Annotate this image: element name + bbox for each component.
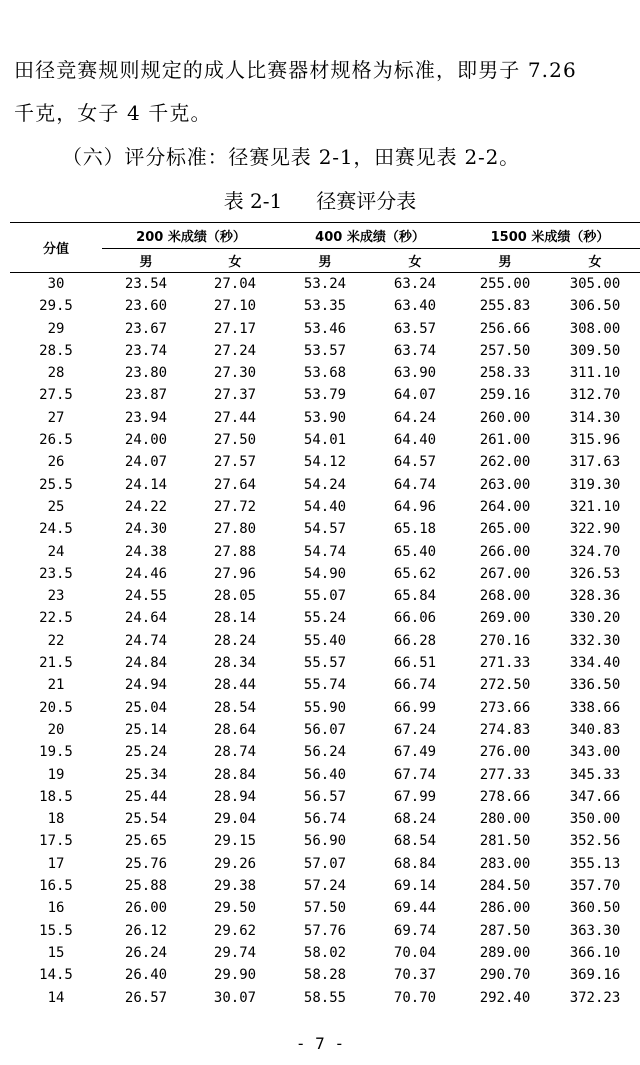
time-cell: 271.33 [479, 655, 531, 672]
table-row [10, 541, 640, 563]
time-cell: 312.70 [569, 387, 621, 404]
table-row [10, 474, 640, 496]
body-text-line-2: 千克，女子 4 千克。 [14, 101, 212, 125]
score-column-header: 分值 [10, 223, 102, 273]
score-cell: 22 [47, 632, 65, 649]
time-cell: 324.70 [569, 543, 621, 560]
table-row [10, 719, 640, 741]
table-row [10, 942, 640, 964]
time-cell: 257.50 [479, 342, 531, 359]
time-cell: 281.50 [479, 833, 531, 850]
time-cell: 24.07 [124, 454, 168, 471]
time-cell: 65.84 [393, 588, 437, 605]
time-cell: 54.90 [303, 565, 347, 582]
female-header: 女 [190, 249, 280, 273]
time-cell: 292.40 [479, 989, 531, 1006]
time-cell: 30.07 [213, 989, 257, 1006]
time-cell: 23.54 [124, 276, 168, 292]
score-cell: 16.5 [39, 878, 73, 895]
time-cell: 27.30 [213, 365, 257, 382]
score-cell: 26 [47, 454, 65, 471]
time-cell: 322.90 [569, 521, 621, 538]
table-row [10, 920, 640, 942]
time-cell: 54.01 [303, 432, 347, 449]
time-cell: 58.02 [303, 944, 347, 961]
time-cell: 352.56 [569, 833, 621, 850]
time-cell: 29.62 [213, 922, 257, 939]
table-row [10, 786, 640, 808]
time-cell: 64.96 [393, 498, 437, 515]
time-cell: 24.94 [124, 677, 168, 694]
table-caption-number: 表 2-1 [223, 189, 283, 213]
time-cell: 25.24 [124, 744, 168, 761]
time-cell: 55.90 [303, 699, 347, 716]
time-cell: 273.66 [479, 699, 531, 716]
time-cell: 23.94 [124, 409, 168, 426]
time-cell: 23.60 [124, 298, 168, 315]
time-cell: 66.28 [393, 632, 437, 649]
score-cell: 15 [47, 944, 65, 961]
table-row [10, 518, 640, 540]
time-cell: 27.44 [213, 409, 257, 426]
group-header-1500m: 1500 米成绩（秒） [460, 223, 640, 249]
table-row [10, 741, 640, 763]
table-row [10, 808, 640, 830]
time-cell: 29.15 [213, 833, 257, 850]
time-cell: 67.74 [393, 766, 437, 783]
time-cell: 63.90 [393, 365, 437, 382]
table-row [10, 407, 640, 429]
table-row [10, 384, 640, 406]
time-cell: 27.64 [213, 476, 257, 493]
table-caption [0, 188, 640, 214]
time-cell: 24.55 [124, 588, 168, 605]
time-cell: 28.74 [213, 744, 257, 761]
time-cell: 311.10 [569, 365, 621, 382]
score-cell: 28.5 [39, 342, 73, 359]
group-header-200m: 200 米成绩（秒） [102, 223, 280, 249]
time-cell: 26.40 [124, 967, 168, 984]
time-cell: 27.88 [213, 543, 257, 560]
time-cell: 63.74 [393, 342, 437, 359]
time-cell: 357.70 [569, 878, 621, 895]
time-cell: 355.13 [569, 855, 621, 872]
time-cell: 66.99 [393, 699, 437, 716]
time-cell: 26.24 [124, 944, 168, 961]
time-cell: 26.57 [124, 989, 168, 1006]
time-cell: 56.24 [303, 744, 347, 761]
score-cell: 15.5 [39, 922, 73, 939]
body-text-line-3: （六）评分标准：径赛见表 2-1，田赛见表 2-2。 [62, 145, 520, 169]
time-cell: 24.84 [124, 655, 168, 672]
time-cell: 28.34 [213, 655, 257, 672]
time-cell: 70.37 [393, 967, 437, 984]
time-cell: 29.04 [213, 811, 257, 828]
time-cell: 309.50 [569, 342, 621, 359]
score-cell: 20 [47, 721, 65, 738]
score-cell: 23.5 [39, 565, 73, 582]
time-cell: 24.30 [124, 521, 168, 538]
time-cell: 63.57 [393, 320, 437, 337]
time-cell: 305.00 [569, 276, 621, 292]
time-cell: 64.07 [393, 387, 437, 404]
table-row [10, 273, 640, 296]
time-cell: 27.10 [213, 298, 257, 315]
time-cell: 27.04 [213, 276, 257, 292]
score-cell: 19.5 [39, 744, 73, 761]
time-cell: 28.94 [213, 788, 257, 805]
time-cell: 321.10 [569, 498, 621, 515]
time-cell: 55.74 [303, 677, 347, 694]
table-row [10, 630, 640, 652]
time-cell: 315.96 [569, 432, 621, 449]
time-cell: 56.90 [303, 833, 347, 850]
table-row [10, 607, 640, 629]
time-cell: 287.50 [479, 922, 531, 939]
time-cell: 260.00 [479, 409, 531, 426]
time-cell: 24.14 [124, 476, 168, 493]
score-cell: 17.5 [39, 833, 73, 850]
time-cell: 24.74 [124, 632, 168, 649]
time-cell: 53.35 [303, 298, 347, 315]
score-cell: 21.5 [39, 655, 73, 672]
page-number: - 7 - [295, 1034, 345, 1053]
time-cell: 284.50 [479, 878, 531, 895]
score-cell: 18 [47, 811, 65, 828]
time-cell: 63.40 [393, 298, 437, 315]
time-cell: 328.36 [569, 588, 621, 605]
time-cell: 66.06 [393, 610, 437, 627]
score-cell: 26.5 [39, 432, 73, 449]
group-header-400m: 400 米成绩（秒） [280, 223, 460, 249]
time-cell: 363.30 [569, 922, 621, 939]
time-cell: 28.24 [213, 632, 257, 649]
male-header: 男 [102, 249, 190, 273]
time-cell: 56.07 [303, 721, 347, 738]
time-cell: 27.57 [213, 454, 257, 471]
score-cell: 23 [47, 588, 65, 605]
time-cell: 258.33 [479, 365, 531, 382]
time-cell: 25.65 [124, 833, 168, 850]
table-row [10, 340, 640, 362]
table-row [10, 451, 640, 473]
score-cell: 19 [47, 766, 65, 783]
table-row [10, 652, 640, 674]
score-cell: 21 [47, 677, 65, 694]
male-header: 男 [460, 249, 550, 273]
time-cell: 255.83 [479, 298, 531, 315]
time-cell: 24.64 [124, 610, 168, 627]
time-cell: 27.72 [213, 498, 257, 515]
score-cell: 14.5 [39, 967, 73, 984]
score-cell: 22.5 [39, 610, 73, 627]
time-cell: 332.30 [569, 632, 621, 649]
table-row [10, 318, 640, 340]
table-row [10, 429, 640, 451]
table-row [10, 585, 640, 607]
time-cell: 268.00 [479, 588, 531, 605]
time-cell: 24.46 [124, 565, 168, 582]
time-cell: 55.57 [303, 655, 347, 672]
time-cell: 26.00 [124, 900, 168, 917]
time-cell: 314.30 [569, 409, 621, 426]
female-header: 女 [550, 249, 640, 273]
time-cell: 24.22 [124, 498, 168, 515]
score-cell: 27.5 [39, 387, 73, 404]
time-cell: 340.83 [569, 721, 621, 738]
time-cell: 69.44 [393, 900, 437, 917]
time-cell: 276.00 [479, 744, 531, 761]
male-header: 男 [280, 249, 370, 273]
table-row [10, 853, 640, 875]
score-cell: 14 [47, 989, 65, 1006]
time-cell: 334.40 [569, 655, 621, 672]
time-cell: 278.66 [479, 788, 531, 805]
time-cell: 28.05 [213, 588, 257, 605]
time-cell: 25.54 [124, 811, 168, 828]
table-row [10, 897, 640, 919]
time-cell: 23.80 [124, 365, 168, 382]
time-cell: 25.88 [124, 878, 168, 895]
time-cell: 24.38 [124, 543, 168, 560]
time-cell: 28.64 [213, 721, 257, 738]
time-cell: 58.55 [303, 989, 347, 1006]
time-cell: 319.30 [569, 476, 621, 493]
time-cell: 336.50 [569, 677, 621, 694]
table-caption-title: 径赛评分表 [316, 189, 417, 213]
time-cell: 274.83 [479, 721, 531, 738]
time-cell: 53.57 [303, 342, 347, 359]
time-cell: 64.57 [393, 454, 437, 471]
time-cell: 24.00 [124, 432, 168, 449]
score-cell: 24.5 [39, 521, 73, 538]
time-cell: 27.17 [213, 320, 257, 337]
time-cell: 317.63 [569, 454, 621, 471]
time-cell: 286.00 [479, 900, 531, 917]
time-cell: 25.76 [124, 855, 168, 872]
time-cell: 27.96 [213, 565, 257, 582]
time-cell: 256.66 [479, 320, 531, 337]
time-cell: 27.37 [213, 387, 257, 404]
table-body [10, 273, 640, 1009]
score-cell: 29.5 [39, 298, 73, 315]
table-row [10, 496, 640, 518]
time-cell: 372.23 [569, 989, 621, 1006]
time-cell: 29.26 [213, 855, 257, 872]
score-cell: 28 [47, 365, 65, 382]
time-cell: 27.50 [213, 432, 257, 449]
time-cell: 64.24 [393, 409, 437, 426]
time-cell: 67.24 [393, 721, 437, 738]
time-cell: 69.74 [393, 922, 437, 939]
time-cell: 54.40 [303, 498, 347, 515]
time-cell: 63.24 [393, 276, 437, 292]
table-row [10, 563, 640, 585]
time-cell: 55.07 [303, 588, 347, 605]
time-cell: 306.50 [569, 298, 621, 315]
time-cell: 290.70 [479, 967, 531, 984]
time-cell: 57.24 [303, 878, 347, 895]
table-row [10, 362, 640, 384]
time-cell: 267.00 [479, 565, 531, 582]
table-row [10, 830, 640, 852]
time-cell: 345.33 [569, 766, 621, 783]
time-cell: 57.76 [303, 922, 347, 939]
time-cell: 54.57 [303, 521, 347, 538]
time-cell: 262.00 [479, 454, 531, 471]
time-cell: 266.00 [479, 543, 531, 560]
time-cell: 369.16 [569, 967, 621, 984]
time-cell: 350.00 [569, 811, 621, 828]
time-cell: 25.14 [124, 721, 168, 738]
score-cell: 25.5 [39, 476, 73, 493]
time-cell: 54.74 [303, 543, 347, 560]
time-cell: 53.79 [303, 387, 347, 404]
time-cell: 23.74 [124, 342, 168, 359]
table-row [10, 697, 640, 719]
time-cell: 269.00 [479, 610, 531, 627]
time-cell: 366.10 [569, 944, 621, 961]
time-cell: 338.66 [569, 699, 621, 716]
time-cell: 261.00 [479, 432, 531, 449]
time-cell: 67.99 [393, 788, 437, 805]
time-cell: 65.40 [393, 543, 437, 560]
time-cell: 28.54 [213, 699, 257, 716]
time-cell: 360.50 [569, 900, 621, 917]
time-cell: 326.53 [569, 565, 621, 582]
table-row [10, 295, 640, 317]
score-cell: 18.5 [39, 788, 73, 805]
time-cell: 29.50 [213, 900, 257, 917]
time-cell: 272.50 [479, 677, 531, 694]
time-cell: 28.44 [213, 677, 257, 694]
time-cell: 347.66 [569, 788, 621, 805]
time-cell: 54.24 [303, 476, 347, 493]
time-cell: 25.04 [124, 699, 168, 716]
time-cell: 66.51 [393, 655, 437, 672]
score-cell: 25 [47, 498, 65, 515]
body-text-line-1: 田径竞赛规则规定的成人比赛器材规格为标准，即男子 7.26 [14, 58, 577, 82]
time-cell: 308.00 [569, 320, 621, 337]
time-cell: 53.24 [303, 276, 347, 292]
time-cell: 263.00 [479, 476, 531, 493]
time-cell: 25.44 [124, 788, 168, 805]
time-cell: 56.74 [303, 811, 347, 828]
score-cell: 20.5 [39, 699, 73, 716]
time-cell: 270.16 [479, 632, 531, 649]
time-cell: 27.80 [213, 521, 257, 538]
time-cell: 53.90 [303, 409, 347, 426]
scoring-table [10, 222, 640, 1009]
time-cell: 68.24 [393, 811, 437, 828]
time-cell: 26.12 [124, 922, 168, 939]
time-cell: 29.38 [213, 878, 257, 895]
time-cell: 65.62 [393, 565, 437, 582]
time-cell: 283.00 [479, 855, 531, 872]
table-row [10, 764, 640, 786]
time-cell: 53.68 [303, 365, 347, 382]
time-cell: 53.46 [303, 320, 347, 337]
time-cell: 64.40 [393, 432, 437, 449]
time-cell: 54.12 [303, 454, 347, 471]
time-cell: 69.14 [393, 878, 437, 895]
table-row [10, 875, 640, 897]
time-cell: 289.00 [479, 944, 531, 961]
score-cell: 24 [47, 543, 65, 560]
time-cell: 68.84 [393, 855, 437, 872]
score-cell: 17 [47, 855, 65, 872]
table-row [10, 674, 640, 696]
time-cell: 29.74 [213, 944, 257, 961]
time-cell: 280.00 [479, 811, 531, 828]
score-cell: 27 [47, 409, 65, 426]
time-cell: 277.33 [479, 766, 531, 783]
time-cell: 56.40 [303, 766, 347, 783]
time-cell: 67.49 [393, 744, 437, 761]
time-cell: 28.84 [213, 766, 257, 783]
time-cell: 265.00 [479, 521, 531, 538]
time-cell: 23.67 [124, 320, 168, 337]
time-cell: 55.40 [303, 632, 347, 649]
score-cell: 16 [47, 900, 65, 917]
female-header: 女 [370, 249, 460, 273]
time-cell: 25.34 [124, 766, 168, 783]
time-cell: 57.07 [303, 855, 347, 872]
time-cell: 330.20 [569, 610, 621, 627]
time-cell: 64.74 [393, 476, 437, 493]
time-cell: 28.14 [213, 610, 257, 627]
time-cell: 68.54 [393, 833, 437, 850]
time-cell: 58.28 [303, 967, 347, 984]
time-cell: 264.00 [479, 498, 531, 515]
score-cell: 29 [47, 320, 65, 337]
time-cell: 343.00 [569, 744, 621, 761]
time-cell: 55.24 [303, 610, 347, 627]
time-cell: 255.00 [479, 276, 531, 292]
time-cell: 70.04 [393, 944, 437, 961]
time-cell: 65.18 [393, 521, 437, 538]
time-cell: 66.74 [393, 677, 437, 694]
time-cell: 57.50 [303, 900, 347, 917]
time-cell: 29.90 [213, 967, 257, 984]
time-cell: 27.24 [213, 342, 257, 359]
score-cell: 30 [47, 276, 65, 292]
time-cell: 23.87 [124, 387, 168, 404]
time-cell: 259.16 [479, 387, 531, 404]
table-row [10, 987, 640, 1009]
table-row [10, 964, 640, 986]
time-cell: 70.70 [393, 989, 437, 1006]
time-cell: 56.57 [303, 788, 347, 805]
